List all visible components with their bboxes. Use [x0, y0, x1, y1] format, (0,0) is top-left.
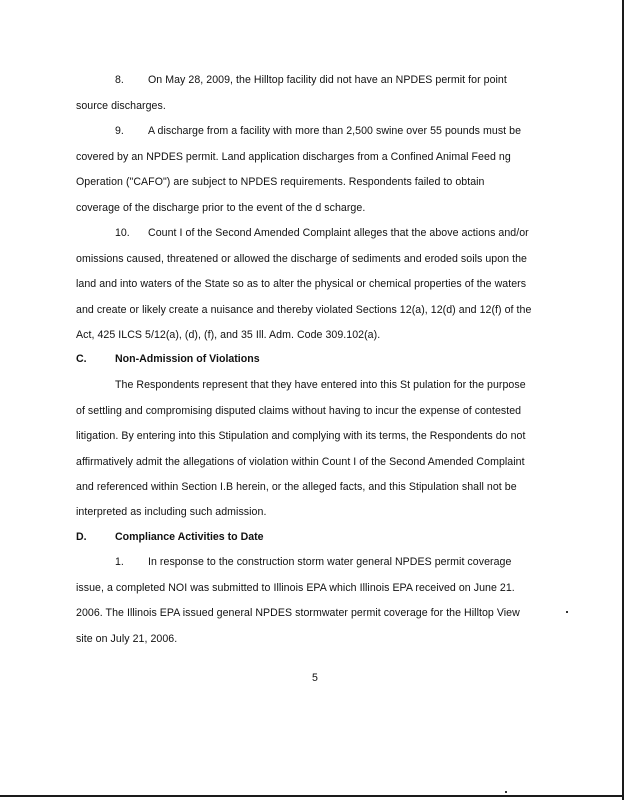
text-line: On May 28, 2009, the Hilltop facility did not have an NPDES permit for point — [148, 74, 507, 86]
text-line: In response to the construction storm water general NPDES permit coverage — [148, 556, 512, 568]
text-line: of settling and compromising disputed claims without having to incur the expense of contested — [76, 405, 522, 417]
text-line: site on July 21, 2006. — [76, 633, 178, 645]
text-line: omissions caused, threatened or allowed the discharge of sediments and eroded soils upon the — [76, 253, 527, 265]
text-line: source discharges. — [76, 100, 166, 112]
text-line: 2006. The Illinois EPA issued general NPDES stormwater permit coverage for the Hilltop View — [76, 607, 520, 619]
text-line: Act, 425 ILCS 5/12(a), (d), (f), and 35 Ill. Adm. Code 309.102(a). — [76, 329, 381, 341]
text-line: and create or likely create a nuisance and thereby violated Sections 12(a), 12(d) and 12(f) of the — [76, 304, 532, 316]
paragraph-number: 9. — [115, 125, 124, 137]
text-line: interpreted as including such admission. — [76, 506, 267, 518]
paragraph-number: 10. — [115, 227, 130, 239]
scan-speck — [566, 611, 568, 613]
text-line: Count I of the Second Amended Complaint alleges that the above actions and/or — [148, 227, 529, 239]
text-line: Operation ("CAFO") are subject to NPDES requirements. Respondents failed to obtain — [76, 176, 485, 188]
text-line: The Respondents represent that they have entered into this St pulation for the purpose — [115, 379, 526, 391]
text-line: covered by an NPDES permit. Land application discharges from a Confined Animal Feed ng — [76, 151, 511, 163]
scan-edge-bottom — [0, 795, 624, 797]
text-line: A discharge from a facility with more than 2,500 swine over 55 pounds must be — [148, 125, 522, 137]
text-line: issue, a completed NOI was submitted to Illinois EPA which Illinois EPA received on June 21. — [76, 582, 515, 594]
paragraph-number: 8. — [115, 74, 124, 86]
text-line: and referenced within Section I.B herein, or the alleged facts, and this Stipulation shall not be — [76, 481, 517, 493]
section-heading: Compliance Activities to Date — [115, 531, 264, 543]
scan-speck — [505, 791, 507, 793]
text-line: litigation. By entering into this Stipulation and complying with its terms, the Respondents do not — [76, 430, 526, 442]
section-letter: C. — [76, 353, 87, 365]
text-line: affirmatively admit the allegations of violation within Count I of the Second Amended Complaint — [76, 456, 525, 468]
section-heading: Non-Admission of Violations — [115, 353, 260, 365]
text-line: land and into waters of the State so as to alter the physical or chemical properties of the waters — [76, 278, 527, 290]
paragraph-number: 1. — [115, 556, 124, 568]
page-number: 5 — [312, 672, 318, 684]
section-letter: D. — [76, 531, 87, 543]
text-line: coverage of the discharge prior to the event of the d scharge. — [76, 202, 366, 214]
